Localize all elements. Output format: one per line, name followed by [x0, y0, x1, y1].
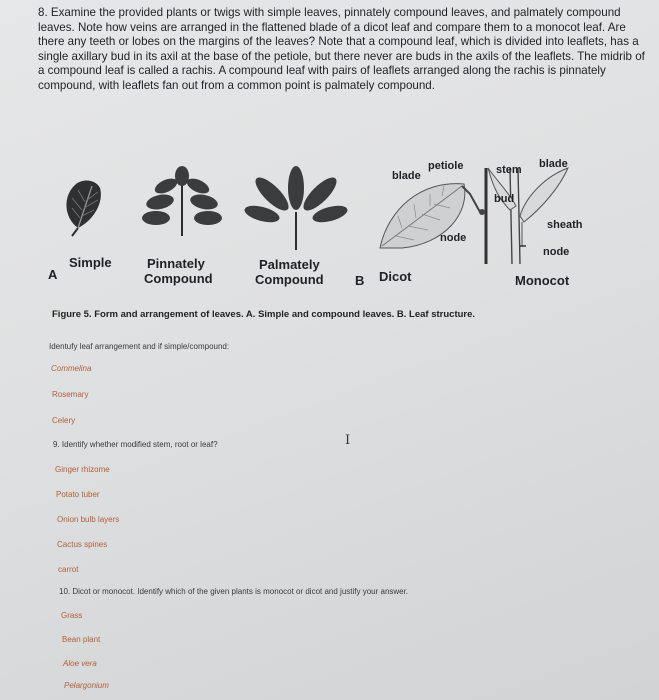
plant-cactus-spines: Cactus spines	[57, 540, 108, 549]
plant-celery: Celery	[52, 416, 76, 425]
plant-ginger-rhizome: Ginger rhizome	[55, 465, 110, 474]
question-10: 10. Dicot or monocot. Identify which of the given plants is monocot or dicot and justify your answer.	[59, 587, 409, 596]
plant-grass: Grass	[61, 611, 83, 620]
plant-potato-tuber: Potato tuber	[56, 490, 100, 499]
blade-label-monocot: blade	[539, 158, 568, 170]
question-9: 9. Identify whether modified stem, root or leaf?	[53, 440, 218, 449]
plant-commelina: Commelina	[51, 364, 92, 373]
simple-leaf-illustration	[60, 178, 104, 230]
question-8-text: 8. Examine the provided plants or twigs with simple leaves, pinnately compound leaves, and palmately compound leaves. Note how veins are arranged in the flattened blade of a dicot leaf and compare them to a monocot leaf. Are there any teeth or lobes on the margins of the leaves? Note that a compound leaf, which is divided into leaflets, has a single axillary bud in its axil at the base of the petiole, but there never are buds in the axils of the leaflets. The midrib of a compound leaf is called a rachis. A compound leaf with pairs of leaflets arranged along the rachis is pinnately compound, with leaflets fan out from a common point is palmately compound.	[38, 6, 645, 92]
figure-caption: Figure 5. Form and arrangement of leaves. A. Simple and compound leaves. B. Leaf structure.	[52, 309, 476, 320]
palmately-compound-leaf-illustration	[244, 168, 348, 252]
plant-bean: Bean plant	[62, 635, 101, 644]
dicot-label: Dicot	[379, 269, 412, 284]
plant-onion-bulb-layers: Onion bulb layers	[57, 515, 120, 524]
panel-b-label: B	[355, 273, 365, 288]
plant-rosemary: Rosemary	[52, 390, 89, 399]
blade-label-dicot: blade	[392, 170, 421, 182]
identify-arrangement-prompt: Identufy leaf arrangement and if simple/compound:	[49, 342, 230, 351]
plant-pelargonium: Pelargonium	[64, 681, 109, 690]
pinnately-compound-leaf-illustration	[138, 166, 224, 238]
stem-label: stem	[496, 164, 522, 176]
pinnately-label: Pinnately	[147, 256, 205, 271]
pinnately-compound-label: Compound	[144, 271, 213, 286]
sheath-label: sheath	[547, 219, 583, 231]
plant-carrot: carrot	[58, 565, 79, 574]
palmately-compound-label: Compound	[255, 272, 324, 287]
node-label-dicot: node	[440, 232, 467, 244]
palmately-label: Palmately	[259, 257, 320, 272]
panel-a-label: A	[48, 267, 58, 282]
simple-label: Simple	[69, 255, 112, 270]
text-cursor-icon: I	[345, 433, 351, 448]
plant-aloe-vera: Aloe vera	[63, 659, 97, 668]
petiole-label: petiole	[428, 160, 464, 172]
monocot-label: Monocot	[515, 273, 570, 288]
node-label-monocot: node	[543, 246, 570, 258]
bud-label: bud	[494, 193, 515, 205]
